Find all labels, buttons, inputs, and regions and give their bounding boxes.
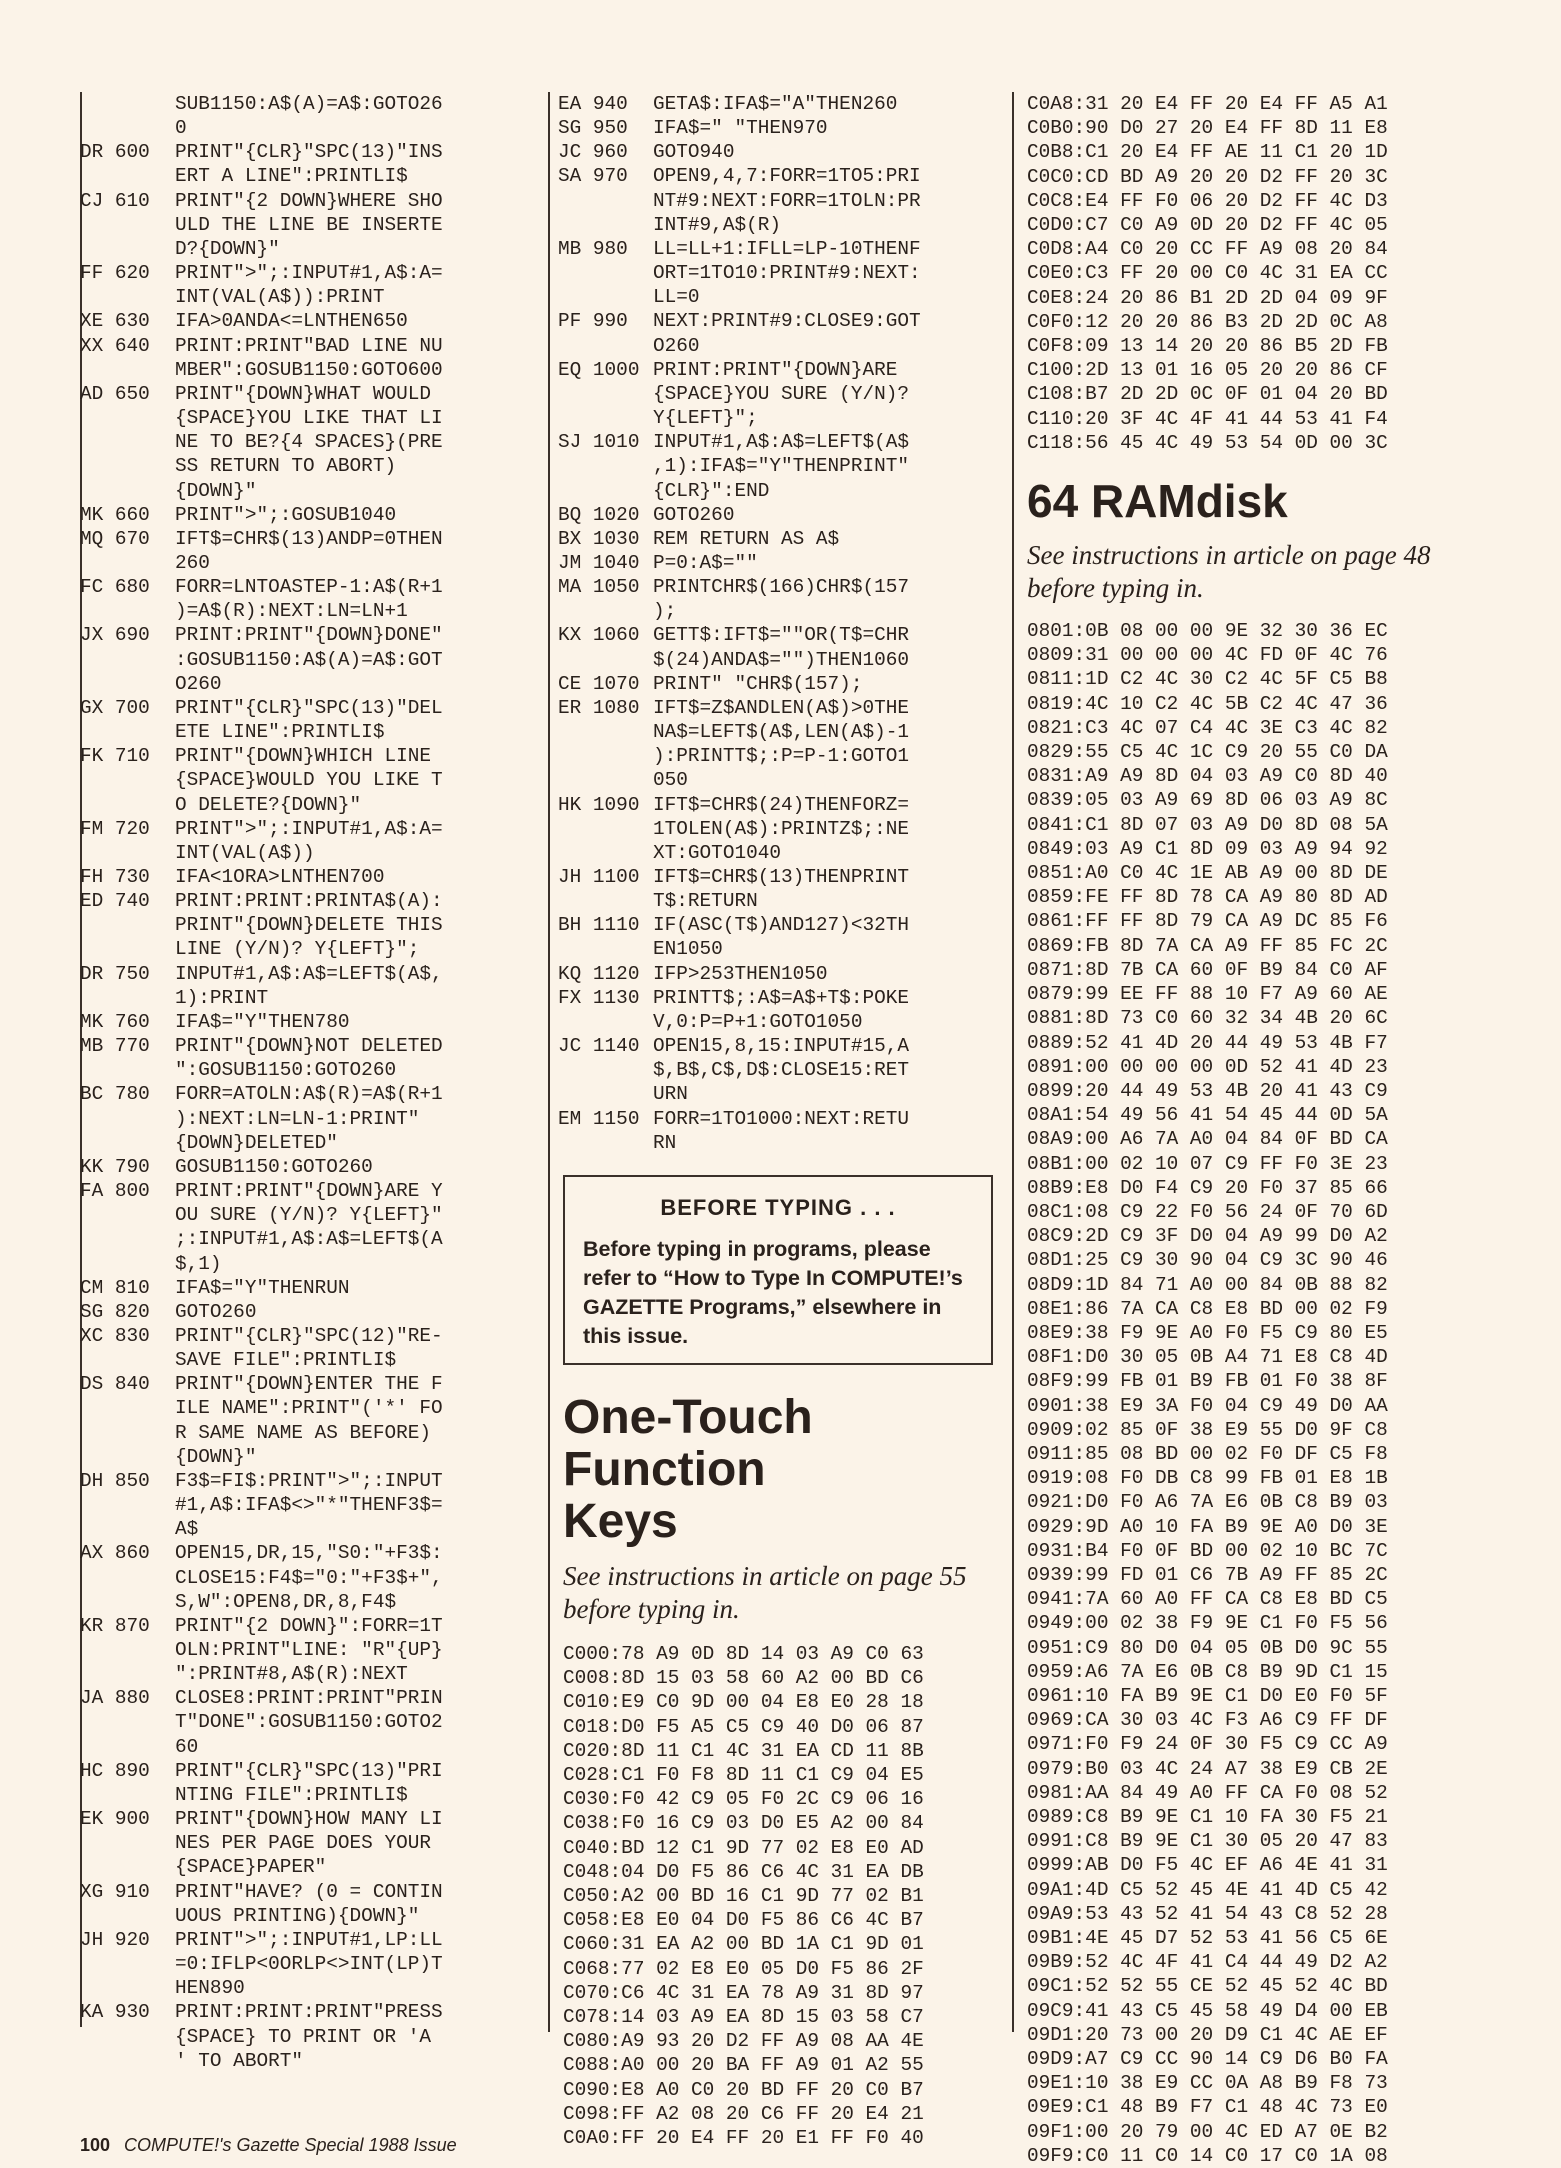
program-line bbox=[80, 1300, 538, 1324]
checksum-and-line-number: SJ 1010 bbox=[558, 431, 640, 454]
hex-line: C088:A0 00 20 BA FF A9 01 A2 55 bbox=[563, 2054, 924, 2077]
hex-line: 0929:9D A0 10 FA B9 9E A0 D0 3E bbox=[1027, 1515, 1388, 1538]
line-code: INPUT#1,A$:A$=LEFT$(A$ ,1):IFA$="Y"THENPRINT" {CLR}":END bbox=[653, 431, 909, 502]
program-line bbox=[558, 696, 998, 793]
hex-line: 08E1:86 7A CA C8 E8 BD 00 02 F9 bbox=[1027, 1297, 1388, 1320]
one-touch-hex-listing-continued bbox=[1027, 92, 1467, 455]
checksum-and-line-number: JX 690 bbox=[80, 624, 150, 647]
hex-line: 08D9:1D 84 71 A0 00 84 0B 88 82 bbox=[1027, 1273, 1388, 1296]
line-code: PRINT">";:INPUT#1,A$:A= INT(VAL(A$)) bbox=[175, 817, 443, 864]
line-code: OPEN9,4,7:FORR=1TO5:PRI NT#9:NEXT:FORR=1TOLN:PR INT#9,A$(R) bbox=[653, 165, 921, 236]
line-code: PRINT">";:GOSUB1040 bbox=[175, 503, 397, 526]
checksum-and-line-number: EA 940 bbox=[558, 93, 628, 115]
hex-line: 08D1:25 C9 30 90 04 C9 3C 90 46 bbox=[1027, 1249, 1388, 1272]
checksum-and-line-number: DS 840 bbox=[80, 1373, 150, 1396]
hex-line: 0951:C9 80 D0 04 05 0B D0 9C 55 bbox=[1027, 1636, 1388, 1659]
checksum-and-line-number: AX 860 bbox=[80, 1542, 150, 1565]
checksum-and-line-number: FC 680 bbox=[80, 576, 150, 599]
line-code: PRINT:PRINT"BAD LINE NU MBER":GOSUB1150:GOTO600 bbox=[175, 334, 443, 381]
hex-line: 08C1:08 C9 22 F0 56 24 0F 70 6D bbox=[1027, 1200, 1388, 1223]
hex-line: C0E0:C3 FF 20 00 C0 4C 31 EA CC bbox=[1027, 262, 1388, 285]
checksum-and-line-number: ER 1080 bbox=[558, 696, 640, 719]
hex-line: 0871:8D 7B CA 60 0F B9 84 C0 AF bbox=[1027, 958, 1388, 981]
line-code: GOTO260 bbox=[175, 1300, 257, 1323]
hex-line: C0C0:CD BD A9 20 20 D2 FF 20 3C bbox=[1027, 165, 1388, 188]
checksum-and-line-number: PF 990 bbox=[558, 310, 628, 333]
checksum-and-line-number: FK 710 bbox=[80, 745, 150, 768]
program-line bbox=[80, 140, 538, 188]
hex-line: 0989:C8 B9 9E C1 10 FA 30 F5 21 bbox=[1027, 1806, 1388, 1828]
line-code: FORR=ATOLN:A$(R)=A$(R+1 ):NEXT:LN=LN-1:PRINT" {DOWN}DELETED" bbox=[175, 1083, 443, 1154]
basic-listing-column-2 bbox=[558, 92, 998, 1155]
hex-line: C0E8:24 20 86 B1 2D 2D 04 09 9F bbox=[1027, 286, 1388, 309]
hex-line: C110:20 3F 4C 4F 41 44 53 41 F4 bbox=[1027, 407, 1388, 430]
checksum-and-line-number: MK 660 bbox=[80, 503, 150, 526]
hex-line: 0821:C3 4C 07 C4 4C 3E C3 4C 82 bbox=[1027, 716, 1388, 739]
line-code: FORR=1TO1000:NEXT:RETU RN bbox=[653, 1107, 909, 1154]
hex-line: C068:77 02 E8 E0 05 D0 F5 86 2F bbox=[563, 1957, 924, 1980]
hex-line: 0869:FB 8D 7A CA A9 FF 85 FC 2C bbox=[1027, 934, 1388, 957]
checksum-and-line-number: XE 630 bbox=[80, 310, 150, 333]
line-code: CLOSE8:PRINT:PRINT"PRIN T"DONE":GOSUB1150:GOTO2 60 bbox=[175, 1687, 443, 1758]
hex-line: 0941:7A 60 A0 FF CA C8 E8 BD C5 bbox=[1027, 1588, 1388, 1611]
hex-line: C048:04 D0 F5 86 C6 4C 31 EA DB bbox=[563, 1860, 924, 1883]
hex-line: C000:78 A9 0D 8D 14 03 A9 C0 63 bbox=[563, 1643, 924, 1665]
before-typing-box bbox=[563, 1175, 993, 1365]
hex-line: C008:8D 15 03 58 60 A2 00 BD C6 bbox=[563, 1667, 924, 1690]
hex-line: 0879:99 EE FF 88 10 F7 A9 60 AE bbox=[1027, 983, 1388, 1006]
program-line bbox=[558, 527, 998, 551]
hex-line: 0839:05 03 A9 69 8D 06 03 A9 8C bbox=[1027, 789, 1388, 812]
line-code: SUB1150:A$(A)=A$:GOTO26 0 bbox=[175, 93, 443, 140]
line-code: PRINT:PRINT"{DOWN}ARE Y OU SURE (Y/N)? Y{LEFT}" ;:INPUT#1,A$:A$=LEFT$(A $,1) bbox=[175, 1180, 443, 1275]
checksum-and-line-number: JH 920 bbox=[80, 1928, 150, 1951]
hex-line: 0969:CA 30 03 4C F3 A6 C9 FF DF bbox=[1027, 1709, 1388, 1732]
line-code: PRINT:PRINT:PRINT"PRESS {SPACE} TO PRINT OR 'A ' TO ABORT" bbox=[175, 2001, 443, 2072]
hex-line: C070:C6 4C 31 EA 78 A9 31 8D 97 bbox=[563, 1981, 924, 2004]
program-line bbox=[558, 309, 998, 357]
checksum-and-line-number: FH 730 bbox=[80, 866, 150, 888]
program-line bbox=[80, 744, 538, 816]
hex-line: 0911:85 08 BD 00 02 F0 DF C5 F8 bbox=[1027, 1442, 1388, 1465]
line-code: PRINT" "CHR$(157); bbox=[653, 672, 863, 695]
program-line bbox=[80, 189, 538, 261]
checksum-and-line-number: BQ 1020 bbox=[558, 503, 640, 526]
line-code: IFT$=CHR$(13)ANDP=0THEN 260 bbox=[175, 527, 443, 574]
before-typing-body: Before typing in programs, please refer to “How to Type In COMPUTE!’s GAZETTE Programs,” elsewhere in this issue. bbox=[583, 1237, 963, 1348]
hex-line: C020:8D 11 C1 4C 31 EA CD 11 8B bbox=[563, 1739, 924, 1762]
hex-line: 0801:0B 08 00 00 9E 32 30 36 EC bbox=[1027, 620, 1388, 643]
program-line bbox=[80, 1759, 538, 1807]
line-code: F3$=FI$:PRINT">";:INPUT #1,A$:IFA$<>"*"THENF3$= A$ bbox=[175, 1469, 443, 1541]
checksum-and-line-number: KA 930 bbox=[80, 2001, 150, 2024]
checksum-and-line-number: CJ 610 bbox=[80, 189, 150, 212]
program-line bbox=[80, 696, 538, 744]
hex-line: 0991:C8 B9 9E C1 30 05 20 47 83 bbox=[1027, 1830, 1388, 1853]
hex-line: 09F9:C0 11 C0 14 C0 17 C0 1A 08 bbox=[1027, 2144, 1388, 2167]
program-line bbox=[558, 623, 998, 671]
checksum-and-line-number: MK 760 bbox=[80, 1010, 150, 1033]
hex-line: 08A1:54 49 56 41 54 45 44 0D 5A bbox=[1027, 1104, 1388, 1127]
hex-line: C038:F0 16 C9 03 D0 E5 A2 00 84 bbox=[563, 1812, 924, 1835]
program-line bbox=[80, 2000, 538, 2072]
checksum-and-line-number: CM 810 bbox=[80, 1276, 150, 1299]
checksum-and-line-number: KX 1060 bbox=[558, 624, 640, 647]
line-code: GETT$:IFT$=""OR(T$=CHR $(24)ANDA$="")THEN1060 bbox=[653, 624, 909, 671]
hex-line: 09B9:52 4C 4F 41 C4 44 49 D2 A2 bbox=[1027, 1951, 1388, 1974]
program-line bbox=[558, 986, 998, 1034]
line-code: IFA$=" "THEN970 bbox=[653, 117, 828, 140]
program-line bbox=[80, 1155, 538, 1179]
program-line bbox=[80, 334, 538, 382]
hex-line: 0881:8D 73 C0 60 32 34 4B 20 6C bbox=[1027, 1007, 1388, 1030]
program-line bbox=[558, 430, 998, 502]
hex-line: 09E1:10 38 E9 CC 0A A8 B9 F8 73 bbox=[1027, 2072, 1388, 2095]
hex-line: 0809:31 00 00 00 4C FD 0F 4C 76 bbox=[1027, 644, 1388, 667]
hex-line: 09C9:41 43 C5 45 58 49 D4 00 EB bbox=[1027, 1999, 1388, 2022]
hex-line: 08C9:2D C9 3F D0 04 A9 99 D0 A2 bbox=[1027, 1225, 1388, 1248]
hex-line: 0909:02 85 0F 38 E9 55 D0 9F C8 bbox=[1027, 1418, 1388, 1441]
program-line bbox=[80, 962, 538, 1010]
program-line bbox=[80, 817, 538, 865]
program-line bbox=[558, 92, 998, 116]
checksum-and-line-number: JM 1040 bbox=[558, 551, 640, 574]
line-code: GOTO260 bbox=[653, 503, 735, 526]
line-code: IFA<1ORA>LNTHEN700 bbox=[175, 866, 385, 888]
hex-line: 0921:D0 F0 A6 7A E6 0B C8 B9 03 bbox=[1027, 1491, 1388, 1514]
hex-line: 0959:A6 7A E6 0B C8 B9 9D C1 15 bbox=[1027, 1660, 1388, 1683]
hex-line: C058:E8 E0 04 D0 F5 86 C6 4C B7 bbox=[563, 1909, 924, 1932]
program-line bbox=[558, 237, 998, 309]
line-code: PRINT"{DOWN}WHICH LINE {SPACE}WOULD YOU LIKE T O DELETE?{DOWN}" bbox=[175, 745, 443, 816]
checksum-and-line-number bbox=[80, 92, 175, 140]
program-line bbox=[80, 1276, 538, 1300]
line-code: PRINT"{CLR}"SPC(13)"INS ERT A LINE":PRINTLI$ bbox=[175, 141, 443, 188]
line-code: PRINT"{DOWN}WHAT WOULD {SPACE}YOU LIKE THAT LI NE TO BE?{4 SPACES}(PRE SS RETURN TO ABORT) {DOWN}" bbox=[175, 382, 443, 502]
checksum-and-line-number: FX 1130 bbox=[558, 986, 640, 1009]
checksum-and-line-number: BH 1110 bbox=[558, 914, 640, 937]
line-code: PRINT"{DOWN}HOW MANY LI NES PER PAGE DOES YOUR {SPACE}PAPER" bbox=[175, 1808, 443, 1879]
line-code: PRINT"{CLR}"SPC(13)"PRI NTING FILE":PRINTLI$ bbox=[175, 1759, 443, 1806]
line-code: REM RETURN AS A$ bbox=[653, 527, 840, 550]
one-touch-hex-listing bbox=[563, 1642, 1003, 2150]
line-code: PRINT">";:INPUT#1,LP:LL =0:IFLP<0ORLP<>INT(LP)T HEN890 bbox=[175, 1928, 443, 2000]
checksum-and-line-number: FF 620 bbox=[80, 262, 150, 285]
checksum-and-line-number: JH 1100 bbox=[558, 866, 640, 888]
line-code: INPUT#1,A$:A$=LEFT$(A$, 1):PRINT bbox=[175, 962, 443, 1009]
hex-line: C030:F0 42 C9 05 F0 2C C9 06 16 bbox=[563, 1788, 924, 1811]
program-line bbox=[80, 1179, 538, 1276]
hex-line: 09D1:20 73 00 20 D9 C1 4C AE EF bbox=[1027, 2023, 1388, 2046]
hex-line: 0981:AA 84 49 A0 FF CA F0 08 52 bbox=[1027, 1781, 1388, 1804]
hex-line: C0F8:09 13 14 20 20 86 B5 2D FB bbox=[1027, 335, 1388, 358]
line-code: IFA>0ANDA<=LNTHEN650 bbox=[175, 310, 408, 333]
checksum-and-line-number: MQ 670 bbox=[80, 527, 150, 550]
checksum-and-line-number: SG 950 bbox=[558, 117, 628, 140]
line-code: PRINTT$;:A$=A$+T$:POKE V,0:P=P+1:GOTO1050 bbox=[653, 986, 909, 1033]
hex-line: C0A8:31 20 E4 FF 20 E4 FF A5 A1 bbox=[1027, 93, 1388, 115]
hex-line: C0A0:FF 20 E4 FF 20 E1 FF F0 40 bbox=[563, 2127, 924, 2150]
program-line bbox=[80, 1372, 538, 1469]
hex-line: 09A9:53 43 52 41 54 43 C8 52 28 bbox=[1027, 1902, 1388, 1925]
ramdisk-hex-listing bbox=[1027, 619, 1467, 2168]
hex-line: 09C1:52 52 55 CE 52 45 52 4C BD bbox=[1027, 1975, 1388, 1998]
line-code: PRINT:PRINT:PRINTA$(A): PRINT"{DOWN}DELETE THIS LINE (Y/N)? Y{LEFT}"; bbox=[175, 890, 443, 961]
program-line bbox=[80, 865, 538, 889]
hex-line: 0919:08 F0 DB C8 99 FB 01 E8 1B bbox=[1027, 1467, 1388, 1490]
hex-line: C0D8:A4 C0 20 CC FF A9 08 20 84 bbox=[1027, 238, 1388, 261]
hex-line: C040:BD 12 C1 9D 77 02 E8 E0 AD bbox=[563, 1836, 924, 1859]
line-code: IFA$="Y"THENRUN bbox=[175, 1276, 350, 1299]
program-line bbox=[558, 1034, 998, 1106]
checksum-and-line-number: DH 850 bbox=[80, 1469, 150, 1492]
column-divider-1 bbox=[548, 92, 550, 2032]
hex-line: 0859:FE FF 8D 78 CA A9 80 8D AD bbox=[1027, 886, 1388, 909]
hex-line: C0F0:12 20 20 86 B3 2D 2D 0C A8 bbox=[1027, 310, 1388, 333]
checksum-and-line-number: FA 800 bbox=[80, 1180, 150, 1203]
hex-line: 0861:FF FF 8D 79 CA A9 DC 85 F6 bbox=[1027, 910, 1388, 933]
line-code: PRINT"{2 DOWN}":FORR=1T OLN:PRINT"LINE: "R"{UP} ":PRINT#8,A$(R):NEXT bbox=[175, 1614, 443, 1686]
line-code: PRINT"{2 DOWN}WHERE SHO ULD THE LINE BE INSERTE D?{DOWN}" bbox=[175, 189, 443, 260]
checksum-and-line-number: AD 650 bbox=[80, 382, 150, 405]
magazine-name: COMPUTE!'s Gazette Special 1988 Issue bbox=[124, 2135, 457, 2155]
hex-line: 0971:F0 F9 24 0F 30 F5 C9 CC A9 bbox=[1027, 1733, 1388, 1756]
program-line bbox=[80, 1686, 538, 1758]
page-number: 100 bbox=[80, 2135, 111, 2155]
program-line bbox=[80, 1082, 538, 1154]
checksum-and-line-number: SA 970 bbox=[558, 165, 628, 188]
checksum-and-line-number: DR 750 bbox=[80, 962, 150, 985]
column-divider-2 bbox=[1012, 92, 1014, 2032]
program-line bbox=[558, 358, 998, 430]
line-code: IF(ASC(T$)AND127)<32TH EN1050 bbox=[653, 914, 909, 961]
checksum-and-line-number: BC 780 bbox=[80, 1083, 150, 1106]
hex-line: 0889:52 41 4D 20 44 49 53 4B F7 bbox=[1027, 1031, 1388, 1054]
hex-line: 0899:20 44 49 53 4B 20 41 43 C9 bbox=[1027, 1079, 1388, 1102]
column-3 bbox=[1027, 92, 1467, 2168]
checksum-and-line-number: KR 870 bbox=[80, 1614, 150, 1637]
hex-line: C028:C1 F0 F8 8D 11 C1 C9 04 E5 bbox=[563, 1764, 924, 1787]
hex-line: 08B1:00 02 10 07 C9 FF F0 3E 23 bbox=[1027, 1152, 1388, 1175]
hex-line: 0949:00 02 38 F9 9E C1 F0 F5 56 bbox=[1027, 1612, 1388, 1635]
hex-line: 0999:AB D0 F5 4C EF A6 4E 41 31 bbox=[1027, 1854, 1388, 1877]
program-line bbox=[80, 503, 538, 527]
line-code: PRINT:PRINT"{DOWN}DONE" :GOSUB1150:A$(A)=A$:GOT O260 bbox=[175, 624, 443, 695]
line-code: PRINT"HAVE? (0 = CONTIN UOUS PRINTING){DOWN}" bbox=[175, 1880, 443, 1927]
program-line bbox=[80, 1880, 538, 1928]
hex-line: C0C8:E4 FF F0 06 20 D2 FF 4C D3 bbox=[1027, 189, 1388, 212]
line-code: PRINTCHR$(166)CHR$(157 ); bbox=[653, 576, 909, 623]
hex-line: 08A9:00 A6 7A A0 04 84 0F BD CA bbox=[1027, 1128, 1388, 1151]
checksum-and-line-number: EM 1150 bbox=[558, 1107, 640, 1130]
hex-line: C078:14 03 A9 EA 8D 15 03 58 C7 bbox=[563, 2006, 924, 2029]
hex-line: 0851:A0 C0 4C 1E AB A9 00 8D DE bbox=[1027, 862, 1388, 885]
hex-line: 08F1:D0 30 05 0B A4 71 E8 C8 4D bbox=[1027, 1346, 1388, 1369]
checksum-and-line-number: EQ 1000 bbox=[558, 358, 640, 381]
line-code: PRINT"{DOWN}NOT DELETED ":GOSUB1150:GOTO260 bbox=[175, 1035, 443, 1082]
checksum-and-line-number: GX 700 bbox=[80, 696, 150, 719]
program-line bbox=[80, 1928, 538, 2000]
program-line bbox=[80, 1034, 538, 1082]
one-touch-title: One-Touch Function Keys bbox=[563, 1391, 813, 1548]
checksum-and-line-number: KQ 1120 bbox=[558, 962, 640, 985]
line-code: PRINT"{CLR}"SPC(13)"DEL ETE LINE":PRINTLI$ bbox=[175, 696, 443, 744]
program-line bbox=[558, 793, 998, 865]
program-line bbox=[558, 164, 998, 236]
hex-line: C100:2D 13 01 16 05 20 20 86 CF bbox=[1027, 359, 1388, 382]
line-code: PRINT"{CLR}"SPC(12)"RE- SAVE FILE":PRINTLI$ bbox=[175, 1324, 443, 1372]
line-code: GOTO940 bbox=[653, 141, 735, 164]
hex-line: 0901:38 E9 3A F0 04 C9 49 D0 AA bbox=[1027, 1394, 1388, 1417]
hex-line: 0849:03 A9 C1 8D 09 03 A9 94 92 bbox=[1027, 837, 1388, 860]
program-line bbox=[558, 672, 998, 696]
line-code: IFT$=CHR$(13)THENPRINT T$:RETURN bbox=[653, 866, 909, 913]
program-line bbox=[80, 1541, 538, 1613]
program-line bbox=[80, 1469, 538, 1541]
checksum-and-line-number: JC 960 bbox=[558, 141, 628, 164]
checksum-and-line-number: MB 770 bbox=[80, 1035, 150, 1058]
one-touch-section bbox=[563, 1392, 1003, 2150]
line-code: OPEN15,8,15:INPUT#15,A $,B$,C$,D$:CLOSE15:RET URN bbox=[653, 1035, 909, 1106]
hex-line: 0931:B4 F0 0F BD 00 02 10 BC 7C bbox=[1027, 1539, 1388, 1562]
hex-line: C108:B7 2D 2D 0C 0F 01 04 20 BD bbox=[1027, 383, 1388, 406]
line-code: GOSUB1150:GOTO260 bbox=[175, 1155, 373, 1178]
line-code: IFT$=Z$ANDLEN(A$)>0THE NA$=LEFT$(A$,LEN(A$)-1 ):PRINTT$;:P=P-1:GOTO1 050 bbox=[653, 696, 909, 792]
hex-line: 09D9:A7 C9 CC 90 14 C9 D6 B0 FA bbox=[1027, 2048, 1388, 2071]
line-code: PRINT">";:INPUT#1,A$:A= INT(VAL(A$)):PRINT bbox=[175, 262, 443, 309]
hex-line: 0829:55 C5 4C 1C C9 20 55 C0 DA bbox=[1027, 741, 1388, 764]
checksum-and-line-number: XC 830 bbox=[80, 1324, 150, 1347]
checksum-and-line-number: XG 910 bbox=[80, 1880, 150, 1903]
checksum-and-line-number: JC 1140 bbox=[558, 1035, 640, 1058]
page-footer bbox=[80, 2135, 457, 2156]
hex-line: 0891:00 00 00 00 0D 52 41 4D 23 bbox=[1027, 1055, 1388, 1078]
checksum-and-line-number: ED 740 bbox=[80, 890, 150, 913]
program-line bbox=[80, 623, 538, 695]
checksum-and-line-number: SG 820 bbox=[80, 1300, 150, 1323]
hex-line: 0841:C1 8D 07 03 A9 D0 8D 08 5A bbox=[1027, 813, 1388, 836]
hex-line: C118:56 45 4C 49 53 54 0D 00 3C bbox=[1027, 431, 1388, 454]
line-code: IFP>253THEN1050 bbox=[653, 962, 828, 985]
program-line bbox=[80, 889, 538, 961]
program-line bbox=[80, 92, 538, 140]
checksum-and-line-number: HC 890 bbox=[80, 1759, 150, 1782]
checksum-and-line-number: JA 880 bbox=[80, 1687, 150, 1710]
hex-line: 0979:B0 03 4C 24 A7 38 E9 CB 2E bbox=[1027, 1757, 1388, 1780]
program-line bbox=[80, 382, 538, 503]
program-line bbox=[80, 1324, 538, 1372]
ramdisk-note: See instructions in article on page 48 before typing in. bbox=[1027, 540, 1431, 604]
checksum-and-line-number: BX 1030 bbox=[558, 527, 640, 550]
program-line bbox=[558, 575, 998, 623]
hex-line: 0819:4C 10 C2 4C 5B C2 4C 47 36 bbox=[1027, 692, 1388, 715]
program-line bbox=[80, 261, 538, 309]
program-line bbox=[558, 551, 998, 575]
hex-line: 09B1:4E 45 D7 52 53 41 56 C5 6E bbox=[1027, 1927, 1388, 1950]
hex-line: 08B9:E8 D0 F4 C9 20 F0 37 85 66 bbox=[1027, 1176, 1388, 1199]
hex-line: 09A1:4D C5 52 45 4E 41 4D C5 42 bbox=[1027, 1878, 1388, 1901]
hex-line: 09F1:00 20 79 00 4C ED A7 0E B2 bbox=[1027, 2120, 1388, 2143]
program-line bbox=[80, 1010, 538, 1034]
line-code: OPEN15,DR,15,"S0:"+F3$: CLOSE15:F4$="0:"+F3$+", S,W":OPEN8,DR,8,F4$ bbox=[175, 1542, 443, 1613]
hex-line: C090:E8 A0 C0 20 BD FF 20 C0 B7 bbox=[563, 2078, 924, 2101]
program-line bbox=[558, 140, 998, 164]
program-line bbox=[80, 575, 538, 623]
hex-line: 0961:10 FA B9 9E C1 D0 E0 F0 5F bbox=[1027, 1684, 1388, 1707]
hex-line: C018:D0 F5 A5 C5 C9 40 D0 06 87 bbox=[563, 1715, 924, 1738]
line-code: P=0:A$="" bbox=[653, 551, 758, 574]
hex-line: C098:FF A2 08 20 C6 FF 20 E4 21 bbox=[563, 2102, 924, 2125]
program-line bbox=[80, 309, 538, 333]
checksum-and-line-number: KK 790 bbox=[80, 1155, 150, 1178]
line-code: NEXT:PRINT#9:CLOSE9:GOT O260 bbox=[653, 310, 921, 357]
hex-line: C060:31 EA A2 00 BD 1A C1 9D 01 bbox=[563, 1933, 924, 1956]
line-code: IFT$=CHR$(24)THENFORZ= 1TOLEN(A$):PRINTZ$;:NE XT:GOTO1040 bbox=[653, 793, 909, 864]
hex-line: 08F9:99 FB 01 B9 FB 01 F0 38 8F bbox=[1027, 1370, 1388, 1393]
line-code: GETA$:IFA$="A"THEN260 bbox=[653, 93, 898, 115]
ramdisk-title: 64 RAMdisk bbox=[1027, 475, 1288, 528]
line-code: PRINT"{DOWN}ENTER THE F ILE NAME":PRINT"('*' FO R SAME NAME AS BEFORE) {DOWN}" bbox=[175, 1373, 443, 1468]
one-touch-note: See instructions in article on page 55 before typing in. bbox=[563, 1561, 967, 1624]
hex-line: 08E9:38 F9 9E A0 F0 F5 C9 80 E5 bbox=[1027, 1321, 1388, 1344]
checksum-and-line-number: FM 720 bbox=[80, 817, 150, 840]
line-code: PRINT:PRINT"{DOWN}ARE {SPACE}YOU SURE (Y/N)? Y{LEFT}"; bbox=[653, 358, 909, 430]
checksum-and-line-number: DR 600 bbox=[80, 141, 150, 164]
hex-line: C0B0:90 D0 27 20 E4 FF 8D 11 E8 bbox=[1027, 117, 1388, 140]
program-line bbox=[558, 116, 998, 140]
program-line bbox=[80, 527, 538, 575]
basic-listing-column-1 bbox=[80, 92, 538, 2073]
program-line bbox=[558, 1107, 998, 1155]
hex-line: C050:A2 00 BD 16 C1 9D 77 02 B1 bbox=[563, 1885, 924, 1908]
program-line bbox=[80, 1807, 538, 1879]
checksum-and-line-number: MB 980 bbox=[558, 237, 628, 260]
checksum-and-line-number: CE 1070 bbox=[558, 672, 640, 695]
hex-line: C0D0:C7 C0 A9 0D 20 D2 FF 4C 05 bbox=[1027, 214, 1388, 237]
hex-line: C080:A9 93 20 D2 FF A9 08 AA 4E bbox=[563, 2030, 924, 2053]
program-line bbox=[80, 1614, 538, 1686]
checksum-and-line-number: XX 640 bbox=[80, 334, 150, 357]
checksum-and-line-number: HK 1090 bbox=[558, 793, 640, 816]
hex-line: 0939:99 FD 01 C6 7B A9 FF 85 2C bbox=[1027, 1563, 1388, 1586]
program-line bbox=[558, 865, 998, 913]
program-line bbox=[558, 503, 998, 527]
line-code: IFA$="Y"THEN780 bbox=[175, 1010, 350, 1033]
checksum-and-line-number: MA 1050 bbox=[558, 576, 640, 599]
before-typing-title: BEFORE TYPING . . . bbox=[660, 1195, 896, 1220]
hex-line: 0811:1D C2 4C 30 C2 4C 5F C5 B8 bbox=[1027, 668, 1388, 691]
checksum-and-line-number: EK 900 bbox=[80, 1808, 150, 1831]
hex-line: 0831:A9 A9 8D 04 03 A9 C0 8D 40 bbox=[1027, 765, 1388, 788]
line-code: FORR=LNTOASTEP-1:A$(R+1 )=A$(R):NEXT:LN=LN+1 bbox=[175, 576, 443, 623]
hex-line: C0B8:C1 20 E4 FF AE 11 C1 20 1D bbox=[1027, 141, 1388, 164]
program-line bbox=[558, 913, 998, 961]
hex-line: C010:E9 C0 9D 00 04 E8 E0 28 18 bbox=[563, 1691, 924, 1714]
hex-line: 09E9:C1 48 B9 F7 C1 48 4C 73 E0 bbox=[1027, 2096, 1388, 2119]
line-code: LL=LL+1:IFLL=LP-10THENF ORT=1TO10:PRINT#9:NEXT: LL=0 bbox=[653, 237, 921, 309]
program-line bbox=[558, 962, 998, 986]
